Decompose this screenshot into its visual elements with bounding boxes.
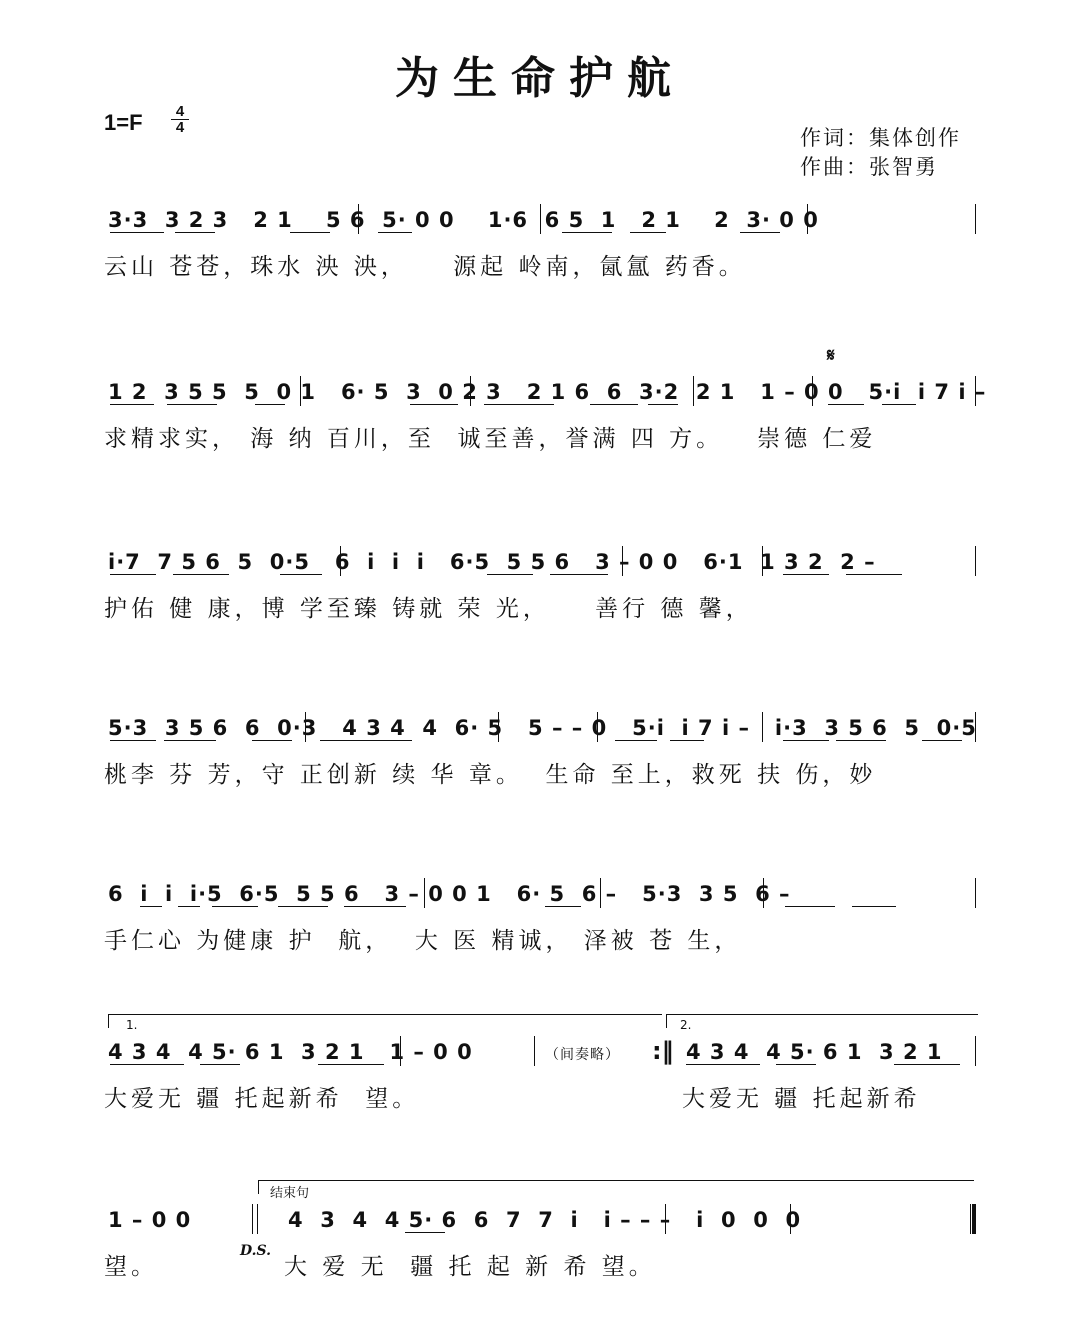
beam [670, 740, 704, 741]
barline [975, 1036, 976, 1066]
second-ending-label: 2. [680, 1018, 692, 1032]
beam [785, 906, 835, 907]
repeat-sign: :‖ [652, 1037, 674, 1065]
beam [562, 232, 612, 233]
beam [280, 574, 322, 575]
lyrics-line: 大爱无 疆 托起新希 望。 [104, 1086, 420, 1112]
lyrics-line: 云山 苍苍，珠水 泱 泱， 源起 岭南，氤氲 药香。 [104, 254, 746, 280]
beam [212, 906, 258, 907]
barline [600, 878, 601, 908]
beam [405, 1232, 445, 1233]
beam [255, 404, 285, 405]
interlude-note: （间奏略） [545, 1047, 620, 1063]
beam [110, 574, 156, 575]
beam [828, 404, 864, 405]
lyrics-line-coda: 大 爱 无 疆 托 起 新 希 望。 [284, 1254, 656, 1280]
composer-credit: 作曲：张智勇 [800, 155, 938, 179]
first-ending-bracket [108, 1014, 662, 1028]
barline [470, 376, 471, 406]
beam [852, 906, 896, 907]
beam [410, 404, 458, 405]
beam [894, 1064, 960, 1065]
barline [340, 546, 341, 576]
beam [110, 1064, 184, 1065]
barline [257, 1204, 258, 1234]
notation-line: 1 2 3 5 5 5 0 1 6· 5 3 0 2 3 2 1 6 6 3·2 2 1 1 – 0 0 5·i i 7 i – [108, 380, 987, 404]
beam [630, 232, 666, 233]
beam [110, 404, 154, 405]
notation-line: 6 i i i·5 6·5 5 5 6 3 – 0 0 1 6· 5 6 – 5·3 3 5 6 – [108, 882, 791, 906]
barline [498, 712, 499, 742]
beam [550, 574, 608, 575]
beam [290, 232, 330, 233]
beam [648, 404, 678, 405]
notation-line-coda: 4 3 4 4 5· 6 6 7 7 i i – – – i 0 0 0 [288, 1208, 802, 1232]
beam [110, 740, 156, 741]
dal-segno-mark: D.S. [240, 1243, 272, 1259]
lyrics-line: 求精求实， 海 纳 百川，至 诚至善，誉满 四 方。 崇德 仁爱 [104, 426, 877, 452]
beam [167, 404, 217, 405]
segno-mark: 𝄋 [827, 345, 835, 366]
barline [597, 712, 598, 742]
barline [975, 546, 976, 576]
time-signature [171, 104, 189, 135]
beam [545, 906, 581, 907]
beam [882, 404, 916, 405]
lyrics-line: 望。 [104, 1254, 158, 1280]
beam [783, 740, 829, 741]
lyrics-line-second-ending: 大爱无 疆 托起新希 [682, 1086, 921, 1112]
barline [763, 878, 764, 908]
beam [200, 1064, 240, 1065]
barline [540, 204, 541, 234]
barline [790, 1204, 791, 1234]
coda-label: 结束句 [270, 1186, 310, 1201]
lyrics-line: 桃李 芬 芳，守 正创新 续 华 章。 生命 至上，救死 扶 伤，妙 [104, 762, 877, 788]
beam [278, 906, 328, 907]
barline [622, 546, 623, 576]
first-ending-label: 1. [126, 1018, 138, 1032]
notation-line-second-ending: 4 3 4 4 5· 6 1 3 2 1 [686, 1040, 943, 1064]
notation-line: 3·3 3 2 3 2 1 5 6 5· 0 0 1·6 6 5 1 2 1 2 3· 0 0 [108, 208, 819, 232]
beam [173, 574, 229, 575]
barline [762, 712, 763, 742]
barline [305, 712, 306, 742]
beam [164, 740, 216, 741]
barline [400, 1036, 401, 1066]
beam [110, 232, 164, 233]
notation-line: 1 – 0 0 [108, 1208, 192, 1232]
beam [320, 740, 412, 741]
barline [975, 878, 976, 908]
barline [358, 204, 359, 234]
beam [318, 1064, 384, 1065]
notation-line: 5·3 3 5 6 6 0·3 4 3 4 4 6· 5 5 – – 0 5·i i 7 i – i·3 3 5 6 5 0·5 [108, 716, 977, 740]
barline [807, 204, 808, 234]
beam [484, 404, 554, 405]
final-barline [970, 1204, 976, 1234]
barline [252, 1204, 253, 1234]
coda-bracket [258, 1180, 974, 1194]
beam [252, 740, 292, 741]
beam [922, 740, 962, 741]
time-numerator: 4 [175, 103, 185, 120]
beam [783, 574, 829, 575]
barline [975, 712, 976, 742]
beam [686, 1064, 760, 1065]
beam [487, 574, 533, 575]
beam [615, 740, 657, 741]
key-signature: 1=F [104, 110, 143, 135]
barline [693, 376, 694, 406]
notation-line: 4 3 4 4 5· 6 1 3 2 1 1 – 0 0 [108, 1040, 473, 1064]
lyrics-line: 手仁心 为健康 护 航， 大 医 精诚， 泽被 苍 生， [104, 928, 742, 954]
beam [344, 906, 406, 907]
beam [776, 1064, 816, 1065]
beam [846, 574, 902, 575]
barline [665, 1204, 666, 1234]
barline [300, 376, 301, 406]
beam [378, 232, 412, 233]
beam [590, 404, 638, 405]
beam [740, 232, 780, 233]
barline [975, 376, 976, 406]
beam [175, 232, 215, 233]
song-title: 为生命护航 [395, 53, 685, 104]
beam [178, 906, 200, 907]
barline [812, 376, 813, 406]
lyricist-credit: 作词：集体创作 [800, 126, 961, 150]
second-ending-bracket [666, 1014, 978, 1028]
lyrics-line: 护佑 健 康，博 学至臻 铸就 荣 光， 善行 德 馨， [104, 596, 753, 622]
beam [836, 740, 886, 741]
beam [140, 906, 162, 907]
barline [762, 546, 763, 576]
time-denominator: 4 [171, 119, 189, 135]
notation-line: i·7 7 5 6 5 0·5 6 i i i 6·5 5 5 6 3 – 0 0 6·1 1 3 2 2 – [108, 550, 876, 574]
barline [975, 204, 976, 234]
barline [534, 1036, 535, 1066]
barline [424, 878, 425, 908]
